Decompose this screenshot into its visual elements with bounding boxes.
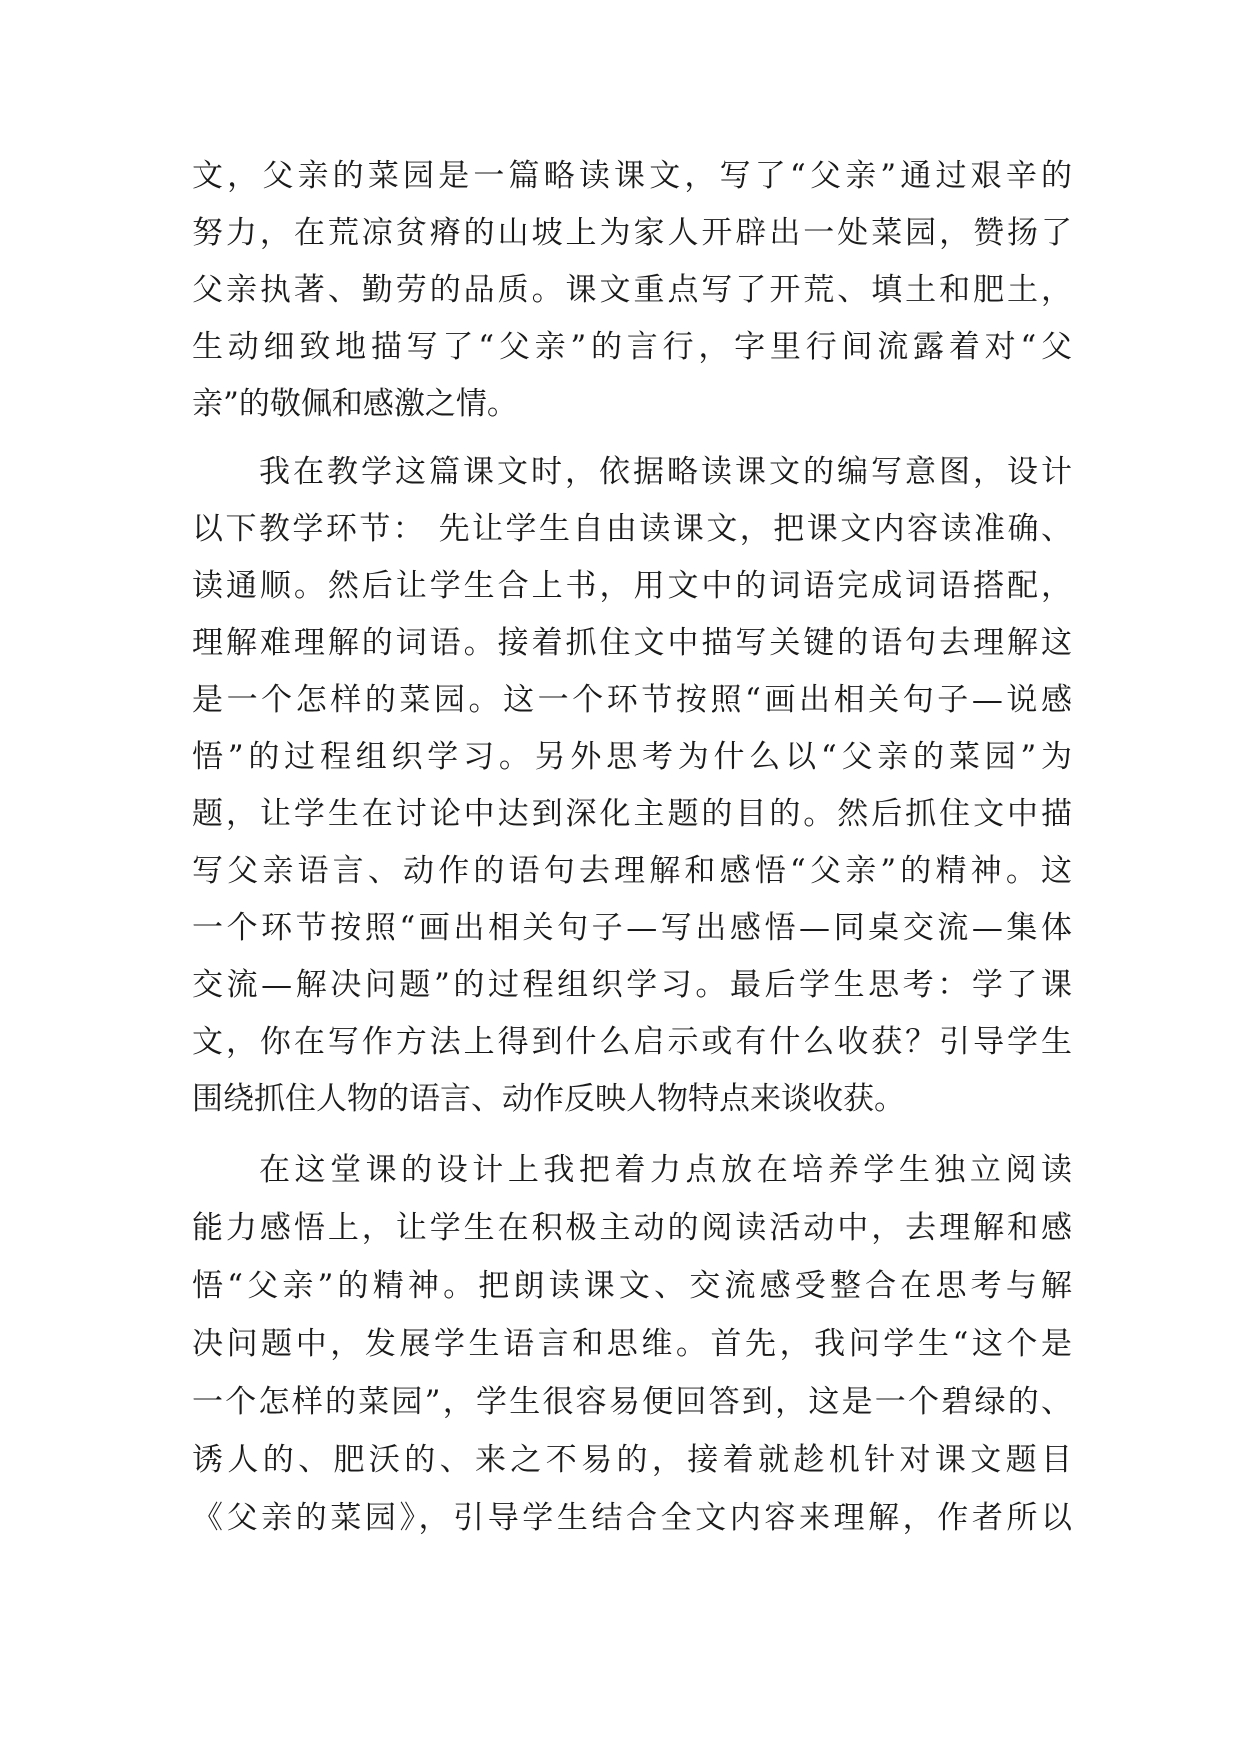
text-line: 能力感悟上，让学生在积极主动的阅读活动中，去理解和感 [192,1210,1072,1246]
text-line: 悟“父亲”的精神。把朗读课文、交流感受整合在思考与解 [192,1268,1072,1304]
text-line: 一个环节按照“画出相关句子—写出感悟—同桌交流—集体 [192,910,1072,946]
text-line: 理解难理解的词语。接着抓住文中描写关键的语句去理解这 [192,625,1072,661]
text-line: 交流—解决问题”的过程组织学习。最后学生思考：学了课 [192,967,1072,1003]
text-line: 生动细致地描写了“父亲”的言行，字里行间流露着对“父 [192,329,1072,365]
text-line: 在这堂课的设计上我把着力点放在培养学生独立阅读 [259,1152,1072,1188]
text-line: 悟”的过程组织学习。另外思考为什么以“父亲的菜园”为 [192,739,1072,775]
text-line: 努力，在荒凉贫瘠的山坡上为家人开辟出一处菜园，赞扬了 [192,215,1072,251]
text-line: 我在教学这篇课文时，依据略读课文的编写意图，设计 [259,454,1072,490]
text-line: 文，你在写作方法上得到什么启示或有什么收获？引导学生 [192,1024,1072,1060]
text-line: 父亲执著、勤劳的品质。课文重点写了开荒、填土和肥土， [192,272,1072,308]
text-line: 围绕抓住人物的语言、动作反映人物特点来谈收获。 [192,1081,905,1117]
text-line: 《父亲的菜园》，引导学生结合全文内容来理解，作者所以 [192,1500,1072,1536]
text-line: 亲”的敬佩和感激之情。 [192,386,518,422]
text-line: 一个怎样的菜园”，学生很容易便回答到，这是一个碧绿的、 [192,1384,1072,1420]
text-line: 文，父亲的菜园是一篇略读课文，写了“父亲”通过艰辛的 [192,158,1072,194]
text-line: 读通顺。然后让学生合上书，用文中的词语完成词语搭配， [192,568,1072,604]
text-line: 决问题中，发展学生语言和思维。首先，我问学生“这个是 [192,1326,1072,1362]
text-line: 是一个怎样的菜园。这一个环节按照“画出相关句子—说感 [192,682,1072,718]
text-line: 写父亲语言、动作的语句去理解和感悟“父亲”的精神。这 [192,853,1072,889]
text-line: 诱人的、肥沃的、来之不易的，接着就趁机针对课文题目 [192,1442,1072,1478]
text-line: 以下教学环节： 先让学生自由读课文，把课文内容读准确、 [192,511,1072,547]
text-line: 题，让学生在讨论中达到深化主题的目的。然后抓住文中描 [192,796,1072,832]
